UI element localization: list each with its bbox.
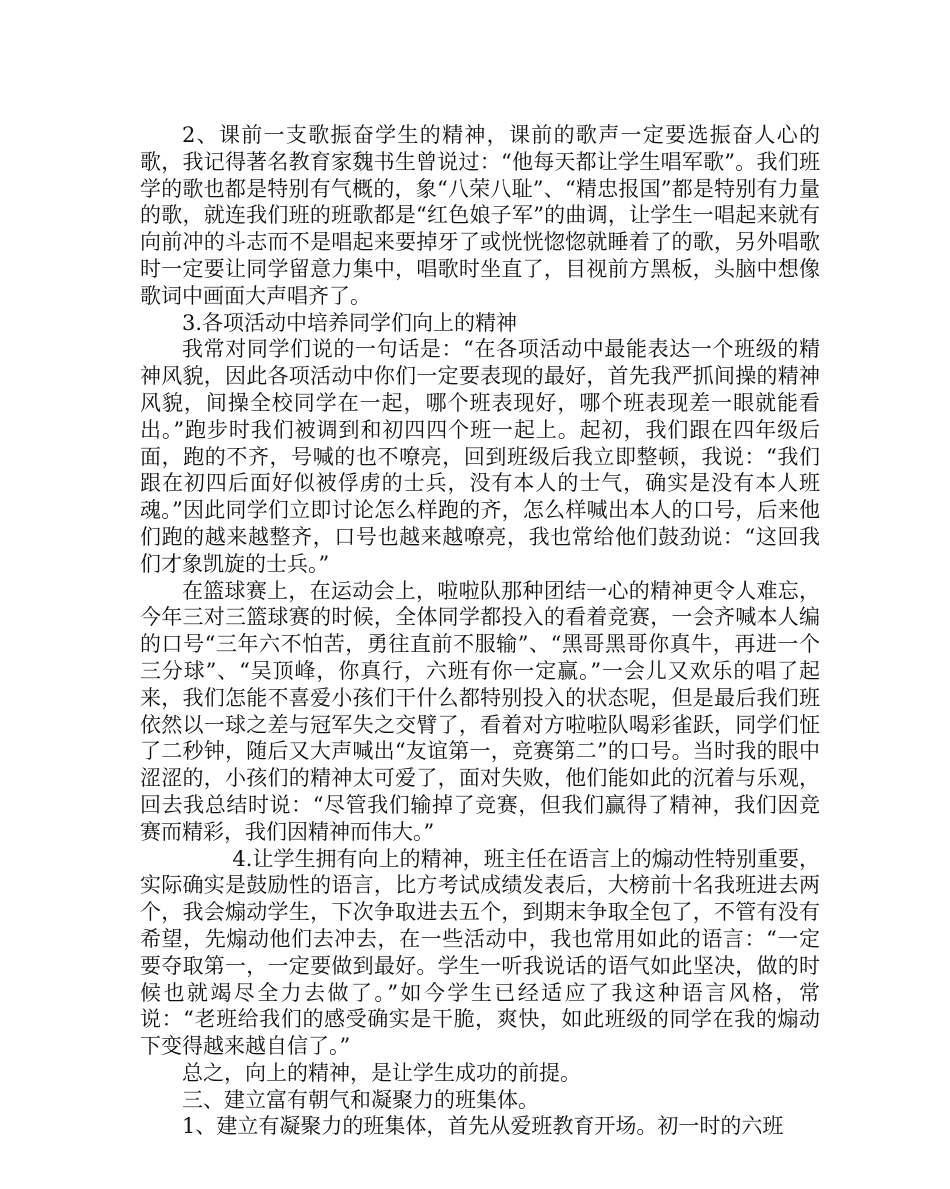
paragraph-encouraging-language: 4.让学生拥有向上的精神，班主任在语言上的煽动性特别重要，实际确实是鼓励性的语言，比方考试成绩发表后，大榜前十名我班进去两个，我会煽动学生，下次争取进去五个，到期末争取全包了，不管有没有希望，先煽动他们去冲去，在一些活动中，我也常用如此的语言：“一定要夺取第一，一定要做到最好。学生一听我说话的语气如此坚决，做的时候也就竭尽全力去做了。”如今学生已经适应了我这种语言风格，常说：“老班给我们的感受确实是干脆，爽快，如此班级的同学在我的煽动下变得越来越自信了。”	[140, 846, 820, 1059]
section-heading-activities: 3.各项活动中培养同学们向上的精神	[182, 310, 518, 335]
paragraph-love-class-education: 1、建立有凝聚力的班集体，首先从爱班教育开场。初一时的六班	[182, 1114, 784, 1139]
section-heading-class-collective: 三、建立富有朝气和凝聚力的班集体。	[182, 1087, 539, 1112]
paragraph-class-song: 2、课前一支歌振奋学生的精神，课前的歌声一定要选振奋人心的歌，我记得著名教育家魏书生曾说过：“他每天都让学生唱军歌”。我们班学的歌也都是特别有气概的，象“八荣八耻”、“精忠报国”都是特别有力量的歌，就连我们班的班歌都是“红色娘子军”的曲调，让学生一唱起来就有向前冲的斗志而不是唱起来要掉牙了或恍恍惚惚就睡着了的歌，另外唱歌时一定要让同学留意力集中，唱歌时坐直了，目视前方黑板，头脑中想像歌词中画面大声唱齐了。	[140, 123, 820, 308]
paragraph-basketball: 在篮球赛上，在运动会上，啦啦队那种团结一心的精神更令人难忘，今年三对三篮球赛的时候，全体同学都投入的看着竞赛，一会齐喊本人编的口号“三年六不怕苦，勇往直前不服输”、“黑哥黑哥你真牛，再进一个三分球”、“吴顶峰，你真行，六班有你一定赢。”一会儿又欢乐的唱了起来，我们怎能不喜爱小孩们干什么都特别投入的状态呢，但是最后我们班依然以一球之差与冠军失之交臂了，看着对方啦啦队喝彩雀跃，同学们怔了二秒钟，随后又大声喊出“友谊第一，竞赛第二”的口号。当时我的眼中涩涩的，小孩们的精神太可爱了，面对失败，他们能如此的沉着与乐观，回去我总结时说：“尽管我们输掉了竞赛，但我们赢得了精神，我们因竞赛而精彩，我们因精神而伟大。”	[140, 578, 820, 844]
document-body	[140, 122, 820, 1140]
paragraph-exercise-spirit: 我常对同学们说的一句话是：“在各项活动中最能表达一个班级的精神风貌，因此各项活动中你们一定要表现的最好，首先我严抓间操的精神风貌，间操全校同学在一起，哪个班表现好，哪个班表现差一眼就能看出。”跑步时我们被调到和初四四个班一起上。起初，我们跟在四年级后面，跑的不齐，号喊的也不嘹亮，回到班级后我立即整顿，我说：“我们跟在初四后面好似被俘虏的士兵，没有本人的士气，确实是没有本人班魂。”因此同学们立即讨论怎么样跑的齐，怎么样喊出本人的口号，后来他们跑的越来越整齐，口号也越来越嘹亮，我也常给他们鼓劲说：“这回我们才象凯旋的士兵。”	[140, 337, 820, 576]
paragraph-summary: 总之，向上的精神，是让学生成功的前提。	[182, 1060, 581, 1085]
